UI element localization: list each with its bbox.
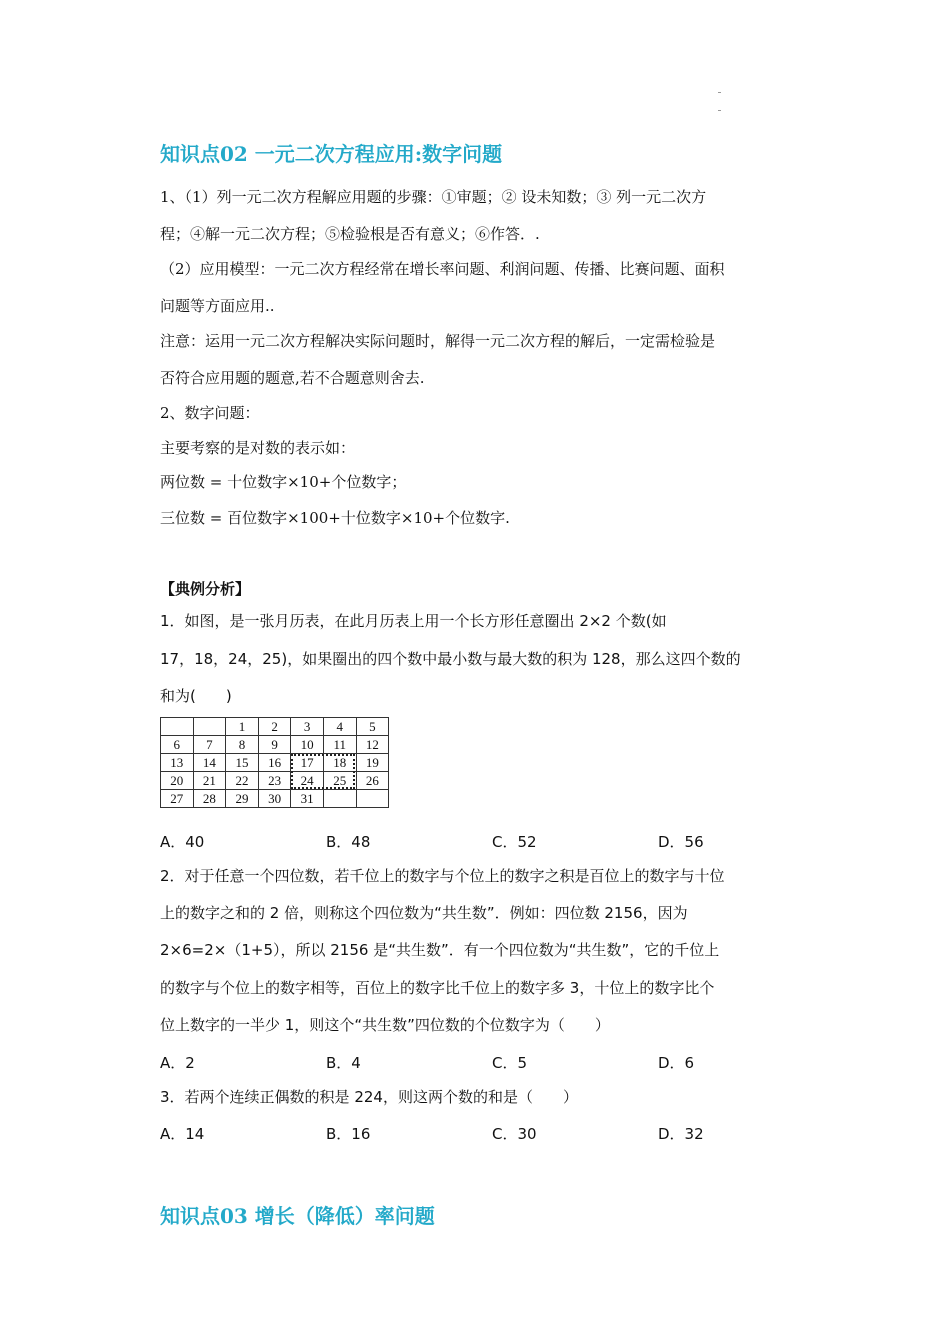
calendar-cell xyxy=(161,718,194,736)
calendar-cell: 12 xyxy=(356,736,389,754)
corner-mark xyxy=(718,110,721,111)
steps-paragraph-cont xyxy=(160,224,800,244)
q1-option-b[interactable]: B．48 xyxy=(326,833,371,851)
calendar-cell xyxy=(193,718,226,736)
calendar-cell: 30 xyxy=(258,790,291,808)
calendar-row xyxy=(161,736,389,754)
question-2-options xyxy=(160,1052,800,1072)
q3-option-b[interactable]: B．16 xyxy=(326,1125,371,1143)
question-2-line-2: 上的数字之和的 2 倍，则称这个四位数为“共生数”．例如：四位数 2156，因为 xyxy=(160,904,688,922)
steps-paragraph xyxy=(160,187,800,207)
question-3-line-1: 3．若两个连续正偶数的积是 224，则这两个数的和是（ ） xyxy=(160,1088,578,1106)
representation-intro: 主要考察的是对数的表示如： xyxy=(160,439,356,457)
steps-line-2: 程；④解一元二次方程；⑤检验根是否有意义；⑥作答．. xyxy=(160,225,540,243)
calendar-cell: 5 xyxy=(356,718,389,736)
model-line-1: （2）应用模型：一元二次方程经常在增长率问题、利润问题、传播、比赛问题、面积 xyxy=(160,260,725,278)
calendar-cell: 24 xyxy=(291,772,324,790)
calendar-cell xyxy=(323,790,356,808)
question-1-line-3: 和为( ) xyxy=(160,687,232,705)
calendar-cell: 4 xyxy=(323,718,356,736)
q1-option-c[interactable]: C．52 xyxy=(492,833,537,851)
calendar-cell: 21 xyxy=(193,772,226,790)
calendar-cell: 22 xyxy=(226,772,259,790)
calendar-cell: 14 xyxy=(193,754,226,772)
q2-option-c[interactable]: C．5 xyxy=(492,1054,528,1072)
calendar-cell: 2 xyxy=(258,718,291,736)
q3-option-d[interactable]: D．32 xyxy=(658,1125,704,1143)
q1-option-d[interactable]: D．56 xyxy=(658,833,704,851)
q2-option-d[interactable]: D．6 xyxy=(658,1054,695,1072)
q3-option-a[interactable]: A．14 xyxy=(160,1125,205,1143)
calendar-cell: 6 xyxy=(161,736,194,754)
model-line-2: 问题等方面应用.. xyxy=(160,297,275,315)
calendar-cell: 10 xyxy=(291,736,324,754)
question-3-options xyxy=(160,1123,800,1143)
question-1-line-1: 1．如图，是一张月历表，在此月历表上用一个长方形任意圈出 2×2 个数(如 xyxy=(160,612,667,630)
calendar-cell: 19 xyxy=(356,754,389,772)
calendar-cell: 9 xyxy=(258,736,291,754)
examples-header: 【典例分析】 xyxy=(160,580,251,598)
note-line-2: 否符合应用题的题意,若不合题意则舍去. xyxy=(160,369,425,387)
calendar-cell: 18 xyxy=(323,754,356,772)
q2-option-a[interactable]: A．2 xyxy=(160,1054,195,1072)
calendar-cell: 27 xyxy=(161,790,194,808)
question-2-line-5: 位上数字的一半少 1，则这个“共生数”四位数的个位数字为（ ） xyxy=(160,1016,610,1034)
calendar-cell: 1 xyxy=(226,718,259,736)
corner-mark xyxy=(718,92,721,93)
calendar-cell: 28 xyxy=(193,790,226,808)
question-1-line-2: 17，18，24，25)，如果圈出的四个数中最小数与最大数的积为 128，那么这四个数的 xyxy=(160,650,741,668)
calendar-cell: 31 xyxy=(291,790,324,808)
calendar-row xyxy=(161,754,389,772)
question-1-options xyxy=(160,831,800,851)
question-2-line-1: 2．对于任意一个四位数，若千位上的数字与个位上的数字之积是百位上的数字与十位 xyxy=(160,867,725,885)
note-paragraph-cont xyxy=(160,368,800,388)
calendar-cell xyxy=(356,790,389,808)
section-03-title: 知识点03 增长（降低）率问题 xyxy=(160,1204,435,1228)
calendar-cell: 15 xyxy=(226,754,259,772)
three-digit-formula: 三位数 = 百位数字×100+十位数字×10+个位数字. xyxy=(160,509,510,527)
question-2-line-4: 的数字与个位上的数字相等，百位上的数字比千位上的数字多 3，十位上的数字比个 xyxy=(160,979,715,997)
calendar-cell: 11 xyxy=(323,736,356,754)
question-2-line-3: 2×6=2×（1+5），所以 2156 是“共生数”．有一个四位数为“共生数”，它的千位上 xyxy=(160,941,720,959)
calendar-cell: 16 xyxy=(258,754,291,772)
calendar-cell: 8 xyxy=(226,736,259,754)
model-paragraph xyxy=(160,259,800,279)
calendar-cell: 20 xyxy=(161,772,194,790)
calendar-cell: 3 xyxy=(291,718,324,736)
calendar-row xyxy=(161,790,389,808)
calendar-cell: 25 xyxy=(323,772,356,790)
steps-line-1: 1、（1）列一元二次方程解应用题的步骤：①审题；② 设未知数；③ 列一元二次方 xyxy=(160,188,707,206)
calendar-cell: 23 xyxy=(258,772,291,790)
calendar-cell: 7 xyxy=(193,736,226,754)
calendar-cell: 29 xyxy=(226,790,259,808)
note-line-1: 注意：运用一元二次方程解决实际问题时，解得一元二次方程的解后，一定需检验是 xyxy=(160,332,716,350)
calendar-row xyxy=(161,718,389,736)
section-02-title: 知识点02 一元二次方程应用:数字问题 xyxy=(160,142,503,166)
calendar-cell: 13 xyxy=(161,754,194,772)
note-paragraph xyxy=(160,331,800,351)
q3-option-c[interactable]: C．30 xyxy=(492,1125,537,1143)
calendar-row xyxy=(161,772,389,790)
calendar-cell: 17 xyxy=(291,754,324,772)
q1-option-a[interactable]: A．40 xyxy=(160,833,205,851)
model-paragraph-cont xyxy=(160,296,800,316)
two-digit-formula: 两位数 = 十位数字×10+个位数字； xyxy=(160,473,407,491)
calendar-table xyxy=(160,717,389,808)
number-problem-label: 2、数字问题： xyxy=(160,404,260,422)
q2-option-b[interactable]: B．4 xyxy=(326,1054,361,1072)
calendar-cell: 26 xyxy=(356,772,389,790)
